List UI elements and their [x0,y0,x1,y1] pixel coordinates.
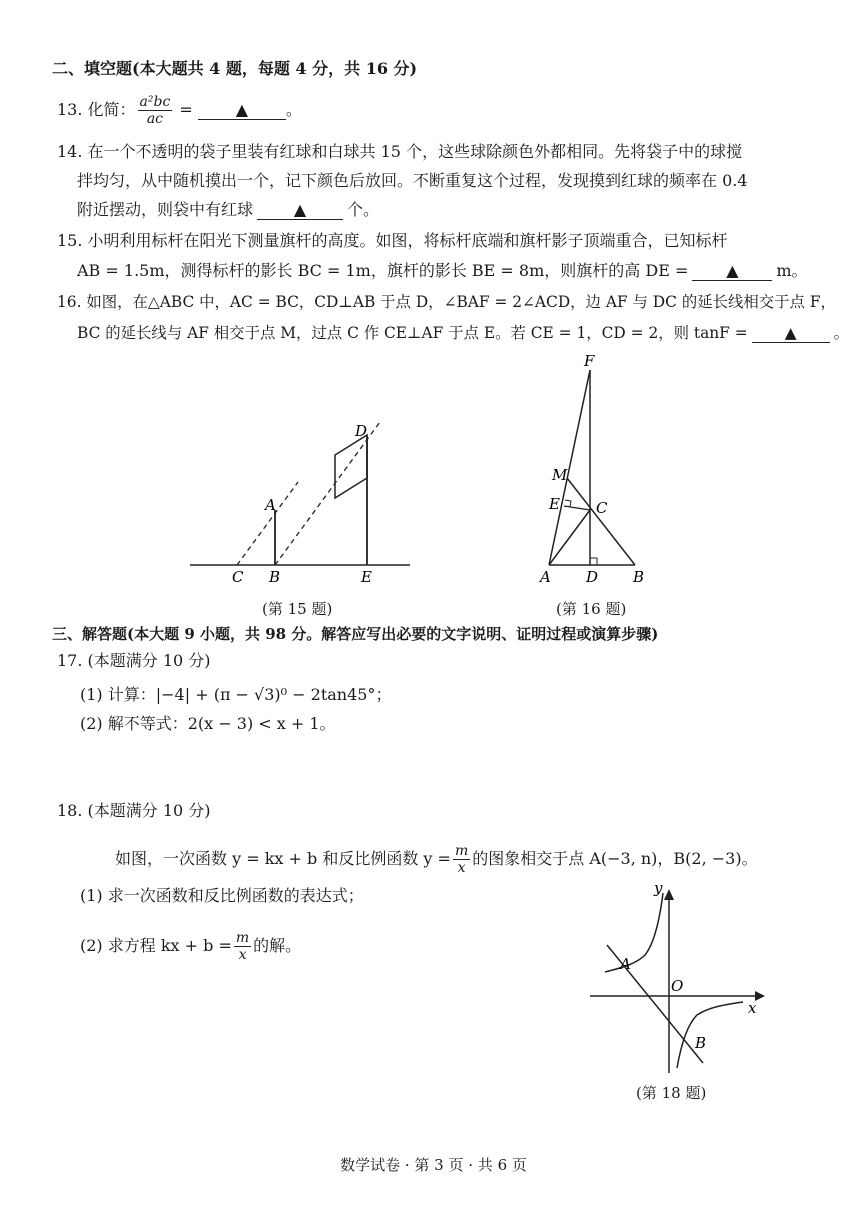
q14-line-1: 14. 在一个不透明的袋子里装有红球和白球共 15 个，这些球除颜色外都相同。先将袋子中的球搅 [57,142,743,161]
q18-part-2-denominator: x [238,947,247,963]
fig18-x-arrow [755,991,765,1001]
q18-part-1: (1) 求一次函数和反比例函数的表达式； [80,886,364,905]
fig18-label-y: y [654,885,663,897]
q15-answer-blank[interactable] [692,260,772,281]
fig18-hyperbola-branch-lower [677,1002,743,1068]
page-footer: 数学试卷 · 第 3 页 · 共 6 页 [340,1156,527,1174]
q16-answer-blank[interactable] [752,322,830,343]
q16-line-2 [77,322,849,344]
q15-line-1: 15. 小明利用标杆在阳光下测量旗杆的高度。如图，将标杆底端和旗杆影子顶端重合，已知标杆 [57,231,728,250]
q18-part-2 [80,930,301,963]
figure-15-caption: (第 15 题) [262,600,333,618]
fig16-label-a: A [540,568,551,586]
q18-intro-numerator: m [454,843,469,859]
section-2-title: 二、填空题(本大题共 4 题，每题 4 分，共 16 分) [52,59,418,78]
fig18-label-origin: O [671,977,684,995]
figure-15 [180,410,420,595]
q18-intro [115,843,758,876]
q13-numerator: a²bc [139,94,171,110]
q13-answer-blank[interactable] [198,99,286,120]
q14-answer-blank[interactable] [257,199,343,220]
q18-part-2-end: 的解。 [253,936,302,955]
figure-16-caption: (第 16 题) [556,600,627,618]
q16-line-2-end: 。 [833,324,850,342]
question-13 [57,94,302,127]
q17-part-2: (2) 解不等式：2(x − 3) < x + 1。 [80,714,336,733]
figure-18 [585,885,770,1080]
q18-part-2-fraction [234,930,251,963]
q15-blank-triangle: ▲ [726,261,739,280]
fig16-line-bm [567,478,635,565]
q14-line-3-end: 个。 [347,200,380,219]
fig18-label-a: A [620,955,631,973]
figure-18-caption: (第 18 题) [636,1084,707,1102]
fig15-label-e: E [361,568,372,586]
q16-line-1: 16. 如图，在△ABC 中，AC = BC，CD⊥AB 于点 D，∠BAF = 2∠ACD，边 AF 与 DC 的延长线相交于点 F， [57,293,836,311]
fig15-flag [335,435,367,498]
fig16-label-f: F [584,352,595,370]
q17-part-1: (1) 计算：|−4| + (π − √3)⁰ − 2tan45°； [80,685,392,704]
q15-line-2 [77,260,808,282]
q18-intro-end: 的图象相交于点 A(−3, n)，B(2, −3)。 [472,849,758,868]
q13-blank-triangle: ▲ [235,100,249,119]
fig15-label-d: D [355,422,368,440]
q14-line-2: 拌均匀，从中随机摸出一个，记下颜色后放回。不断重复这个过程，发现摸到红球的频率在 0.4 [77,171,748,190]
q18-title: 18. (本题满分 10 分) [57,801,211,820]
q17-title: 17. (本题满分 10 分) [57,651,211,670]
fig15-sun-ray-ca [237,482,298,565]
fig16-line-ce [564,506,590,510]
q16-blank-triangle: ▲ [784,324,797,342]
q18-intro-denominator: x [457,860,466,876]
fig15-label-c: C [232,568,244,586]
q14-line-3 [77,199,379,221]
q14-line-3-text: 附近摆动，则袋中有红球 [77,200,254,219]
q13-equals: = [174,100,198,119]
fig16-label-c: C [596,499,608,517]
fig16-label-e: E [549,495,560,513]
fig18-y-arrow [664,889,674,900]
q15-line-2-text: AB = 1.5m，测得标杆的影长 BC = 1m，旗杆的影长 BE = 8m，则旗杆的高 DE = [77,261,689,280]
q13-fraction [138,94,173,127]
fig15-label-a: A [265,496,276,514]
q18-intro-text: 如图，一次函数 y = kx + b 和反比例函数 y = [115,849,451,868]
q15-line-2-end: m。 [776,261,808,280]
q13-prefix: 13. 化简： [57,100,136,119]
fig18-hyperbola-branch-upper [605,893,663,972]
fig16-label-b: B [633,568,645,586]
q14-blank-triangle: ▲ [293,200,307,219]
q18-intro-fraction [453,843,470,876]
q16-line-2-text: BC 的延长线与 AF 相交于点 M，过点 C 作 CE⊥AF 于点 E。若 CE = 1，CD = 2，则 tanF = [77,324,748,342]
fig16-right-angle-d [590,558,597,565]
fig16-label-d: D [586,568,599,586]
fig15-sun-ray-bd [275,422,380,565]
section-3-title: 三、解答题(本大题 9 小题，共 98 分。解答应写出必要的文字说明、证明过程或演算步骤) [52,625,659,643]
fig18-label-b: B [695,1034,707,1052]
fig18-label-x: x [748,999,757,1017]
fig15-label-b: B [269,568,281,586]
q18-part-2-numerator: m [235,930,250,946]
q13-denominator: ac [146,111,164,127]
fig16-label-m: M [552,466,568,484]
q18-part-2-text: (2) 求方程 kx + b = [80,936,232,955]
figure-16 [535,350,655,590]
q13-end: 。 [285,100,302,119]
